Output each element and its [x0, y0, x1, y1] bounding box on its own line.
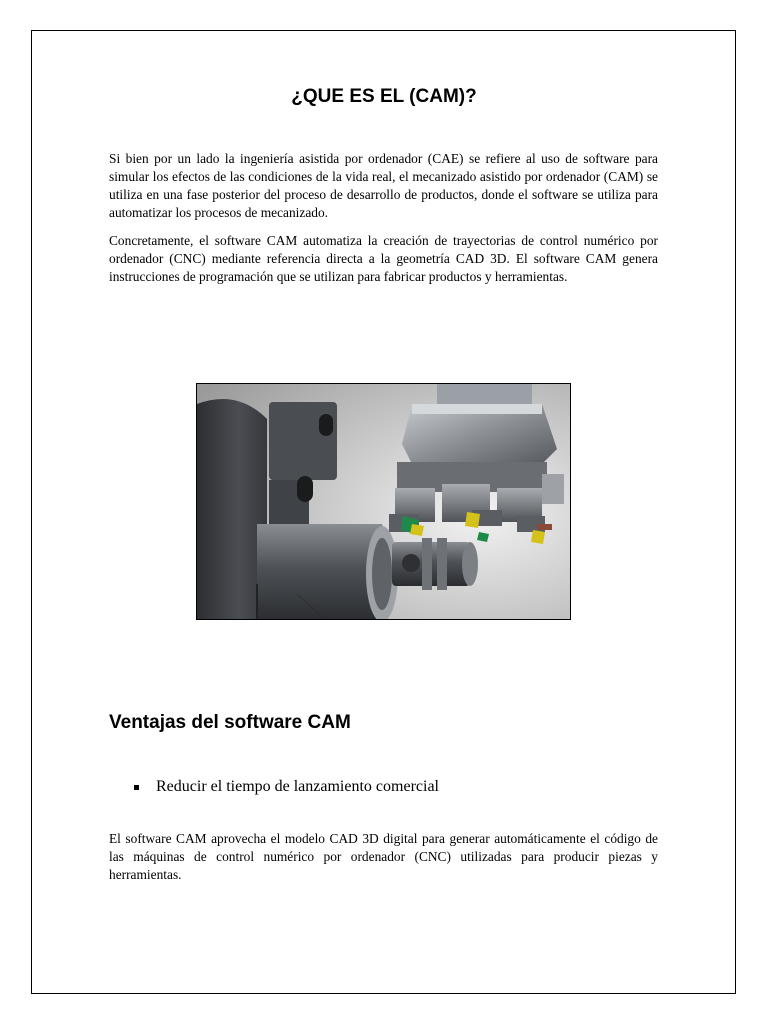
advantages-paragraph: El software CAM aprovecha el modelo CAD 3D digital para generar automáticamente el código de las máquinas de control numérico por ordenador (CNC) utilizadas para producir piezas y herramientas. [109, 831, 658, 882]
section-heading: Ventajas del software CAM [109, 712, 351, 733]
cnc-illustration-svg [197, 384, 571, 620]
cnc-machining-illustration [196, 383, 571, 620]
advantages-list [134, 776, 439, 798]
cam-paragraph: Concretamente, el software CAM automatiza la creación de trayectorias de control numérico por ordenador (CNC) mediante referencia directa a la geometría CAD 3D. El software CAM genera instrucciones de programación que se utilizan para fabricar productos y herramientas. [109, 233, 658, 284]
list-item [134, 776, 439, 798]
list-item-text: Reducir el tiempo de lanzamiento comercial [156, 778, 439, 795]
square-bullet-icon [134, 785, 139, 790]
page-title: ¿QUE ES EL (CAM)? [291, 86, 477, 107]
intro-paragraph: Si bien por un lado la ingeniería asistida por ordenador (CAE) se refiere al uso de software para simular los efectos de las condiciones de la vida real, el mecanizado asistido por ordenador (CAM) se utiliza en una fase posterior del proceso de desarrollo de productos, donde el software se utiliza para automatizar los procesos de mecanizado. [109, 151, 658, 220]
